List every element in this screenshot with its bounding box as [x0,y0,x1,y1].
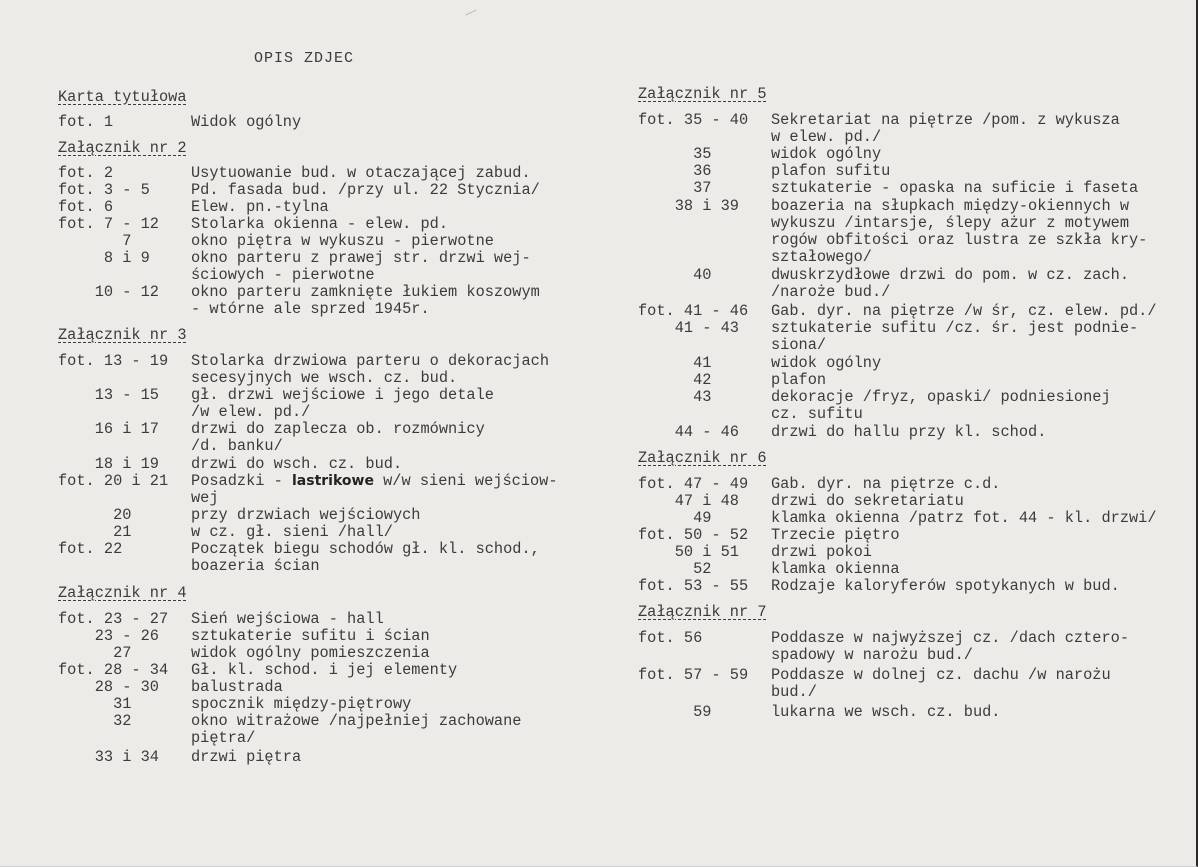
photo-description: sztukaterie sufitu i ścian [191,627,430,645]
photo-description: okno piętra w wykuszu - pierwotne [191,232,494,250]
section-heading: Karta tytułowa [58,88,187,106]
photo-ref: 44 - 46 [638,423,739,441]
photo-entry [58,438,618,455]
photo-ref: 32 [58,712,132,730]
photo-entry [58,233,618,250]
photo-description: /naroże bud./ [771,283,891,301]
photo-ref: 23 - 26 [58,627,159,645]
photo-description: drzwi piętra [191,748,302,766]
photo-entry [58,524,618,541]
inserted-word: lastrikowe [291,473,374,489]
section-heading: Załącznik nr 4 [58,584,187,602]
photo-ref: fot. 41 - 46 [638,302,749,320]
photo-description: boazeria ścian [191,557,320,575]
photo-ref: fot. 20 i 21 [58,472,169,490]
photo-entry [638,146,1198,163]
photo-description: Usytuowanie bud. w otaczającej zabud. [191,164,531,182]
photo-description: klamka okienna [771,560,900,578]
photo-description: /d. banku/ [191,437,283,455]
photo-description: ształowego/ [771,248,872,266]
photo-ref: 50 i 51 [638,543,739,561]
photo-ref: 33 i 34 [58,748,159,766]
section-heading: Załącznik nr 3 [58,326,187,344]
photo-ref: 52 [638,560,712,578]
photo-ref: 35 [638,145,712,163]
photo-description: Trzecie piętro [771,526,900,544]
photo-ref: 49 [638,509,712,527]
photo-entry [638,476,1198,493]
photo-entry [638,129,1198,146]
photo-entry [58,679,618,696]
photo-description: bud./ [771,683,817,701]
photo-ref: fot. 56 [638,629,703,647]
photo-entry [638,424,1198,441]
photo-description: balustrada [191,678,283,696]
photo-ref: fot. 2 [58,164,114,182]
photo-description: - wtórne ale sprzed 1945r. [191,300,430,318]
photo-description: drzwi do hallu przy kl. schod. [771,423,1047,441]
photo-ref: fot. 23 - 27 [58,610,169,628]
photo-ref: fot. 53 - 55 [638,577,749,595]
photo-ref: 41 - 43 [638,319,739,337]
photo-ref: 41 [638,354,712,372]
photo-description: klamka okienna /patrz fot. 44 - kl. drzwi/ [771,509,1157,527]
photo-entry [638,320,1198,337]
photo-description: Stolarka okienna - elew. pd. [191,215,449,233]
photo-ref: fot. 50 - 52 [638,526,749,544]
photo-description: Widok ogólny [191,113,302,131]
photo-ref: 40 [638,266,712,284]
photo-entry [638,198,1198,215]
photo-ref: fot. 22 [58,540,123,558]
photo-entry [58,404,618,421]
photo-entry [58,165,618,182]
photo-description: Rodzaje kaloryferów spotykanych w bud. [771,577,1120,595]
photo-entry [58,284,618,301]
photo-entry [58,421,618,438]
photo-entry [638,163,1198,180]
photo-ref: 42 [638,371,712,389]
photo-description: spadowy w narożu bud./ [771,646,973,664]
photo-ref: 28 - 30 [58,678,159,696]
photo-description: lukarna we wsch. cz. bud. [771,703,1001,721]
photo-description: spocznik między-piętrowy [191,695,412,713]
photo-description: sztukaterie sufitu /cz. śr. jest podnie- [771,319,1139,337]
photo-ref: fot. 47 - 49 [638,475,749,493]
photo-description: wykuszu /intarsje, ślepy ażur z motywem [771,214,1130,232]
photo-description: Sekretariat na piętrze /pom. z wykusza [771,111,1120,129]
photo-entry [58,628,618,645]
photo-description: Początek biegu schodów gł. kl. schod., [191,540,540,558]
photo-entry [638,284,1198,301]
photo-entry [58,662,618,679]
photo-description: dekoracje /fryz, opaski/ podniesionej [771,388,1111,406]
photo-description: Stolarka drzwiowa parteru o dekoracjach [191,352,550,370]
photo-entry [58,182,618,199]
photo-entry [58,507,618,524]
photo-entry [638,267,1198,284]
section-heading: Załącznik nr 2 [58,139,187,157]
photo-description: Poddasze w dolnej cz. dachu /w narożu [771,666,1111,684]
photo-ref: 18 i 19 [58,455,159,473]
photo-ref: fot. 35 - 40 [638,111,749,129]
photo-ref: fot. 57 - 59 [638,666,749,684]
photo-ref: 37 [638,179,712,197]
photo-ref: 27 [58,644,132,662]
photo-entry [638,337,1198,354]
photo-entry [638,303,1198,320]
photo-entry [638,647,1198,664]
photo-entry [638,510,1198,527]
pencil-mark [465,10,476,16]
photo-description: widok ogólny [771,354,882,372]
photo-description: przy drzwiach wejściowych [191,506,421,524]
photo-ref: 47 i 48 [638,492,739,510]
photo-ref: 36 [638,162,712,180]
photo-ref: 8 i 9 [58,249,150,267]
photo-ref: 10 - 12 [58,283,159,301]
photo-ref: 13 - 15 [58,386,159,404]
photo-entry [638,578,1198,595]
photo-entry [638,112,1198,129]
photo-entry [58,456,618,473]
photo-description: widok ogólny pomieszczenia [191,644,430,662]
photo-description: Elew. pn.-tylna [191,198,329,216]
photo-entry [58,370,618,387]
photo-description: drzwi pokoi [771,543,872,561]
photo-entry [638,355,1198,372]
photo-description: ściowych - pierwotne [191,266,375,284]
photo-ref: 38 i 39 [638,197,739,215]
photo-description: cz. sufitu [771,405,863,423]
photo-description: Gab. dyr. na piętrze /w śr, cz. elew. pd./ [771,302,1157,320]
photo-entry [638,493,1198,510]
photo-entry [638,372,1198,389]
photo-entry [58,749,618,766]
photo-ref: 7 [58,232,132,250]
photo-description-tail: w/w sieni wejściow- [373,472,558,490]
photo-description: siona/ [771,336,827,354]
photo-entry [638,527,1198,544]
photo-entry [58,353,618,370]
photo-entry [638,406,1198,423]
photo-entry [58,250,618,267]
page-title: OPIS ZDJEC [254,50,355,67]
photo-entry [58,114,618,131]
photo-description: plafon [771,371,827,389]
photo-description: sztukaterie - opaska na suficie i faseta [771,179,1139,197]
photo-entry [58,713,618,730]
photo-entry [58,473,618,490]
photo-entry [58,730,618,747]
photo-entry [58,267,618,284]
photo-description: secesyjnych we wsch. cz. bud. [191,369,458,387]
photo-description: boazeria na słupkach między-okiennych w [771,197,1130,215]
photo-description: drzwi do wsch. cz. bud. [191,455,403,473]
photo-description: gł. drzwi wejściowe i jego detale [191,386,494,404]
photo-ref: fot. 7 - 12 [58,215,159,233]
photo-entry [638,180,1198,197]
photo-description: drzwi do zaplecza ob. rozmównicy [191,420,485,438]
photo-entry [58,387,618,404]
section-heading: Załącznik nr 5 [638,85,767,103]
photo-description: Gab. dyr. na piętrze c.d. [771,475,1001,493]
photo-entry [638,215,1198,232]
photo-entry [58,490,618,507]
photo-ref: 59 [638,703,712,721]
photo-description: Posadzki - [191,472,292,490]
photo-entry [638,544,1198,561]
photo-description: Sień wejściowa - hall [191,610,384,628]
photo-entry [638,630,1198,647]
photo-entry [638,249,1198,266]
photo-ref: fot. 3 - 5 [58,181,150,199]
photo-entry [638,704,1198,721]
photo-description: Gł. kl. schod. i jej elementy [191,661,458,679]
section-heading: Załącznik nr 6 [638,449,767,467]
photo-description: /w elew. pd./ [191,403,311,421]
section-heading: Załącznik nr 7 [638,603,767,621]
photo-ref: fot. 6 [58,198,114,216]
photo-entry [58,558,618,575]
photo-description: w cz. gł. sieni /hall/ [191,523,393,541]
photo-entry [58,301,618,318]
photo-entry [638,684,1198,701]
photo-ref: 20 [58,506,132,524]
photo-description: rogów obfitości oraz lustra ze szkła kry- [771,231,1148,249]
photo-description: Pd. fasada bud. /przy ul. 22 Stycznia/ [191,181,540,199]
photo-ref: fot. 28 - 34 [58,661,169,679]
photo-description: Poddasze w najwyższej cz. /dach cztero- [771,629,1130,647]
photo-description: okno parteru z prawej str. drzwi wej- [191,249,531,267]
photo-description: piętra/ [191,729,256,747]
photo-description: w elew. pd./ [771,128,882,146]
photo-description: wej [191,489,219,507]
photo-entry [638,561,1198,578]
photo-entry [58,216,618,233]
photo-ref: fot. 1 [58,113,114,131]
photo-description: widok ogólny [771,145,882,163]
photo-description: plafon sufitu [771,162,891,180]
photo-entry [638,232,1198,249]
photo-description: okno witrażowe /najpełniej zachowane [191,712,522,730]
photo-ref: 31 [58,695,132,713]
photo-ref: 43 [638,388,712,406]
photo-description: okno parteru zamknięte łukiem koszowym [191,283,540,301]
photo-entry [58,645,618,662]
photo-entry [58,611,618,628]
photo-entry [58,696,618,713]
photo-ref: 21 [58,523,132,541]
photo-description: drzwi do sekretariatu [771,492,964,510]
photo-entry [638,667,1198,684]
photo-description: dwuskrzydłowe drzwi do pom. w cz. zach. [771,266,1130,284]
photo-ref: fot. 13 - 19 [58,352,169,370]
photo-entry [638,389,1198,406]
photo-ref: 16 i 17 [58,420,159,438]
photo-entry [58,541,618,558]
photo-entry [58,199,618,216]
